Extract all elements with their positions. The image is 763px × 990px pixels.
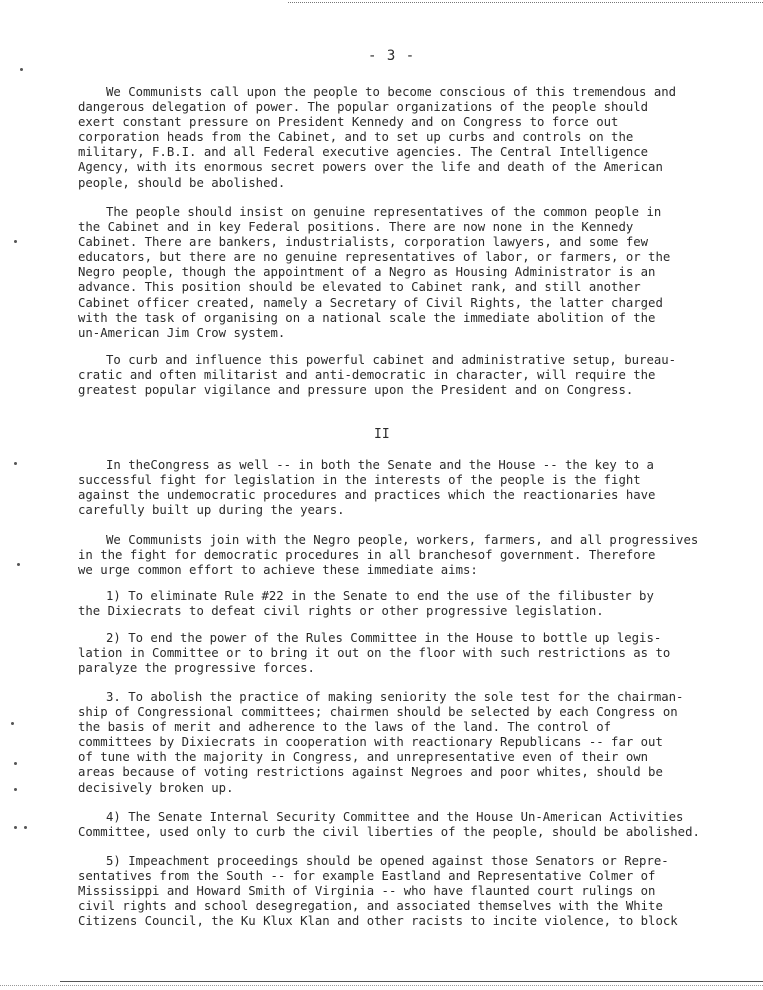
scan-speck <box>24 826 27 829</box>
scan-speck <box>14 826 17 829</box>
paragraph-1 <box>78 85 718 191</box>
text-line: against the undemocratic procedures and practices which the reactionaries have <box>78 488 656 503</box>
text-line: with the task of organising on a national scale the immediate abolition of the <box>78 310 656 325</box>
bottom-edge-dotted-line <box>0 985 763 986</box>
paragraph-7 <box>78 631 718 676</box>
scan-speck <box>14 462 17 465</box>
text-line: cratic and often militarist and anti-democratic in character, will require the <box>78 368 656 383</box>
scan-speck <box>14 788 17 791</box>
text-line: civil rights and school desegregation, and associated themselves with the White <box>78 899 663 914</box>
text-line: We Communists join with the Negro people, workers, farmers, and all progressives <box>106 533 699 547</box>
text-line: Committee, used only to curb the civil liberties of the people, should be abolished. <box>78 825 700 840</box>
scan-speck <box>20 68 23 71</box>
text-line: The people should insist on genuine representatives of the common people in <box>106 205 662 219</box>
text-line: corporation heads from the Cabinet, and to set up curbs and controls on the <box>78 130 634 145</box>
text-line: areas because of voting restrictions against Negroes and poor whites, should be <box>78 765 663 780</box>
text-line: dangerous delegation of power. The popular organizations of the people should <box>78 100 649 115</box>
text-line: committees by Dixiecrats in cooperation with reactionary Republicans -- far out <box>78 735 663 750</box>
text-line: Negro people, though the appointment of a Negro as Housing Administrator is an <box>78 265 656 280</box>
scan-speck <box>17 563 20 566</box>
paragraph-2 <box>78 205 718 341</box>
text-line: Cabinet officer created, namely a Secretary of Civil Rights, the latter charged <box>78 295 663 310</box>
text-line: successful fight for legislation in the interests of the people is the fight <box>78 473 641 488</box>
bottom-rule <box>60 981 763 982</box>
text-line: 1) To eliminate Rule #22 in the Senate to end the use of the filibuster by <box>106 589 654 603</box>
section-heading: II <box>374 427 390 442</box>
text-line: lation in Committee or to bring it out on the floor with such restrictions as to <box>78 646 671 661</box>
text-line: Mississippi and Howard Smith of Virginia -- who have flaunted court rulings on <box>78 884 656 899</box>
text-line: Agency, with its enormous secret powers over the life and death of the American <box>78 160 663 175</box>
text-line: Cabinet. There are bankers, industrialists, corporation lawyers, and some few <box>78 235 649 250</box>
text-line: educators, but there are no genuine representatives of labor, or farmers, or the <box>78 250 671 265</box>
text-line: of tune with the majority in Congress, and unrepresentative even of their own <box>78 750 649 765</box>
paragraph-5 <box>78 533 718 578</box>
top-edge-dotted-line <box>288 2 763 3</box>
text-line: the Dixiecrats to defeat civil rights or other progressive legislation. <box>78 604 604 619</box>
text-line: 5) Impeachment proceedings should be opened against those Senators or Repre- <box>106 854 669 868</box>
paragraph-6 <box>78 589 718 619</box>
text-line: decisively broken up. <box>78 780 234 795</box>
page-number: - 3 - <box>368 48 416 64</box>
text-line: the basis of merit and adherence to the laws of the land. The control of <box>78 720 612 735</box>
text-line: 4) The Senate Internal Security Committee and the House Un-American Activities <box>106 810 684 824</box>
scan-speck <box>14 240 17 243</box>
text-line: the Cabinet and in key Federal positions. There are now none in the Kennedy <box>78 220 634 235</box>
text-line: Citizens Council, the Ku Klux Klan and other racists to incite violence, to block <box>78 914 678 929</box>
text-line: We Communists call upon the people to become conscious of this tremendous and <box>106 85 677 99</box>
paragraph-3 <box>78 353 718 398</box>
text-line: un-American Jim Crow system. <box>78 325 286 340</box>
text-line: 3. To abolish the practice of making seniority the sole test for the chairman- <box>106 690 684 704</box>
scan-speck <box>11 722 14 725</box>
text-line: people, should be abolished. <box>78 175 286 190</box>
text-line: advance. This position should be elevated to Cabinet rank, and still another <box>78 280 641 295</box>
paragraph-8 <box>78 690 718 796</box>
text-line: exert constant pressure on President Kennedy and on Congress to force out <box>78 115 619 130</box>
text-line: To curb and influence this powerful cabinet and administrative setup, bureau- <box>106 353 677 367</box>
text-line: sentatives from the South -- for example Eastland and Representative Colmer of <box>78 869 656 884</box>
text-line: paralyze the progressive forces. <box>78 661 315 676</box>
text-line: In theCongress as well -- in both the Senate and the House -- the key to a <box>106 458 654 472</box>
text-line: military, F.B.I. and all Federal executive agencies. The Central Intelligence <box>78 145 649 160</box>
paragraph-10 <box>78 854 718 929</box>
text-line: greatest popular vigilance and pressure upon the President and on Congress. <box>78 383 634 398</box>
paragraph-9 <box>78 810 718 840</box>
text-line: 2) To end the power of the Rules Committee in the House to bottle up legis- <box>106 631 662 645</box>
text-line: ship of Congressional committees; chairmen should be selected by each Congress on <box>78 705 678 720</box>
paragraph-4 <box>78 458 718 518</box>
text-line: we urge common effort to achieve these immediate aims: <box>78 563 478 578</box>
text-line: in the fight for democratic procedures in all branchesof government. Therefore <box>78 548 656 563</box>
scan-speck <box>14 762 17 765</box>
text-line: carefully built up during the years. <box>78 503 345 518</box>
